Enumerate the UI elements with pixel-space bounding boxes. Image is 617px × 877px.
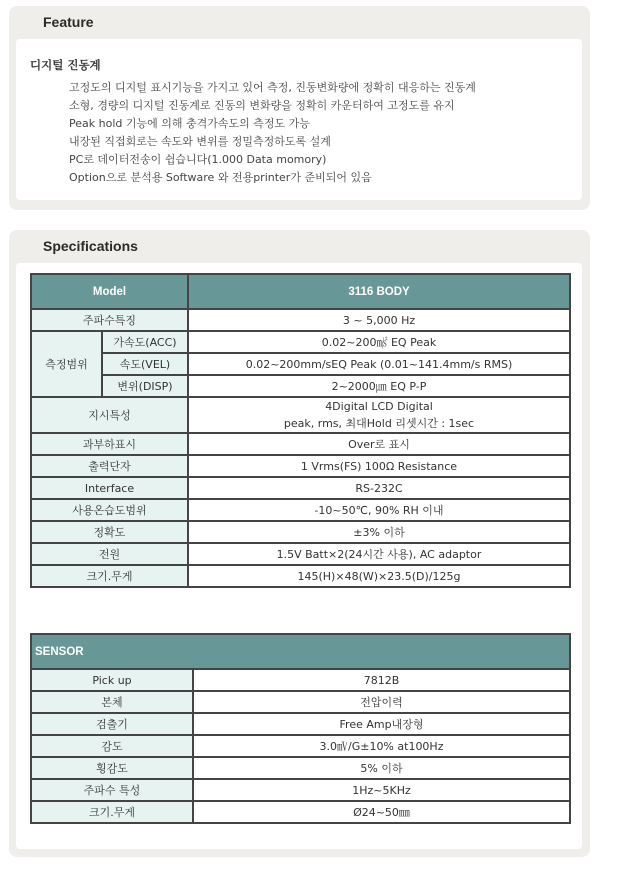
- table-row: [31, 353, 570, 375]
- row-value: -10~50℃, 90% RH 이내: [188, 499, 570, 521]
- row-sublabel: 가속도(ACC): [102, 331, 188, 353]
- row-value: 1.5V Batt×2(24시간 사용), AC adaptor: [188, 543, 570, 565]
- feature-item: Option으로 분석용 Software 와 전용printer가 준비되어 있음: [69, 171, 372, 184]
- row-label: 출력단자: [31, 455, 188, 477]
- row-sublabel: 속도(VEL): [102, 353, 188, 375]
- feature-title: Feature: [43, 14, 94, 30]
- feature-item: Peak hold 기능에 의해 충격가속도의 측정도 가능: [69, 117, 310, 130]
- feature-item: 내장된 직접회로는 속도와 변위를 정밀측정하도록 설계: [69, 135, 331, 148]
- row-label: 과부하표시: [31, 433, 188, 455]
- table-header-row: [31, 274, 570, 309]
- table-row: [31, 433, 570, 455]
- row-value-line: 4Digital LCD Digital: [325, 400, 433, 413]
- table-row: [31, 521, 570, 543]
- row-value: 1 Vrms(FS) 100Ω Resistance: [188, 455, 570, 477]
- row-label: 크기.무게: [31, 801, 193, 823]
- row-label: 본체: [31, 691, 193, 713]
- feature-panel: [9, 6, 590, 210]
- model-value: 3116 BODY: [188, 274, 570, 309]
- row-label: 주파수 특성: [31, 779, 193, 801]
- row-value-line: peak, rms, 최대Hold 리셋시간 : 1sec: [283, 417, 475, 430]
- table-row: [31, 499, 570, 521]
- table-row: [31, 375, 570, 397]
- table-row: [31, 713, 570, 735]
- row-value: 3.0㎷/G±10% at100Hz: [193, 735, 570, 757]
- table-row: [31, 779, 570, 801]
- feature-list: [69, 79, 476, 187]
- row-value: ±3% 이하: [188, 521, 570, 543]
- row-label: 검출기: [31, 713, 193, 735]
- table-row: [31, 691, 570, 713]
- row-value: RS-232C: [188, 477, 570, 499]
- feature-item: PC로 데이터전송이 쉽습니다(1.000 Data momory): [69, 153, 327, 166]
- row-value: 0.02~200㎨ EQ Peak: [188, 331, 570, 353]
- feature-heading: 디지털 진동계: [30, 58, 101, 72]
- row-value: Over로 표시: [188, 433, 570, 455]
- table-row: [31, 757, 570, 779]
- row-label: 주파수특징: [31, 309, 188, 331]
- row-label: 전원: [31, 543, 188, 565]
- table-row: [31, 477, 570, 499]
- table-row: [31, 331, 570, 353]
- row-value: Free Amp내장형: [193, 713, 570, 735]
- table-row: [31, 397, 570, 433]
- sensor-header: SENSOR: [31, 634, 570, 669]
- row-label: 정확도: [31, 521, 188, 543]
- table-header-row: [31, 634, 570, 669]
- row-value: 145(H)×48(W)×23.5(D)/125g: [188, 565, 570, 587]
- row-label: 감도: [31, 735, 193, 757]
- sensor-spec-table: [30, 633, 571, 824]
- row-label: 횡감도: [31, 757, 193, 779]
- row-value: Ø24~50㎜: [193, 801, 570, 823]
- row-label: Interface: [31, 477, 188, 499]
- row-label: 크기.무게: [31, 565, 188, 587]
- row-label: 사용온습도범위: [31, 499, 188, 521]
- row-value: 0.02~200mm/sEQ Peak (0.01~141.4mm/s RMS): [188, 353, 570, 375]
- row-value: 7812B: [193, 669, 570, 691]
- table-row: [31, 455, 570, 477]
- row-group-label: 측정범위: [31, 331, 102, 397]
- model-header: Model: [31, 274, 188, 309]
- specifications-content: [16, 263, 582, 849]
- specifications-panel: [9, 230, 590, 857]
- row-value: [188, 397, 570, 433]
- table-row: [31, 565, 570, 587]
- table-row: [31, 735, 570, 757]
- body-spec-table: [30, 273, 571, 588]
- row-value: 2~2000㎛ EQ P-P: [188, 375, 570, 397]
- feature-item: 고정도의 디지털 표시기능을 가지고 있어 측정, 진동변화량에 정확히 대응하는 진동계: [69, 81, 476, 94]
- row-label: Pick up: [31, 669, 193, 691]
- row-sublabel: 변위(DISP): [102, 375, 188, 397]
- row-value: 전압이력: [193, 691, 570, 713]
- specifications-title: Specifications: [43, 238, 138, 254]
- row-label: 지시특성: [31, 397, 188, 433]
- feature-content: [16, 39, 582, 200]
- table-row: [31, 669, 570, 691]
- row-value: 3 ~ 5,000 Hz: [188, 309, 570, 331]
- table-row: [31, 543, 570, 565]
- row-value: 1Hz~5KHz: [193, 779, 570, 801]
- feature-item: 소형, 경량의 디지털 진동계로 진동의 변화량을 정확히 카운터하여 고정도를 유지: [69, 99, 455, 112]
- row-value: 5% 이하: [193, 757, 570, 779]
- table-row: [31, 309, 570, 331]
- table-row: [31, 801, 570, 823]
